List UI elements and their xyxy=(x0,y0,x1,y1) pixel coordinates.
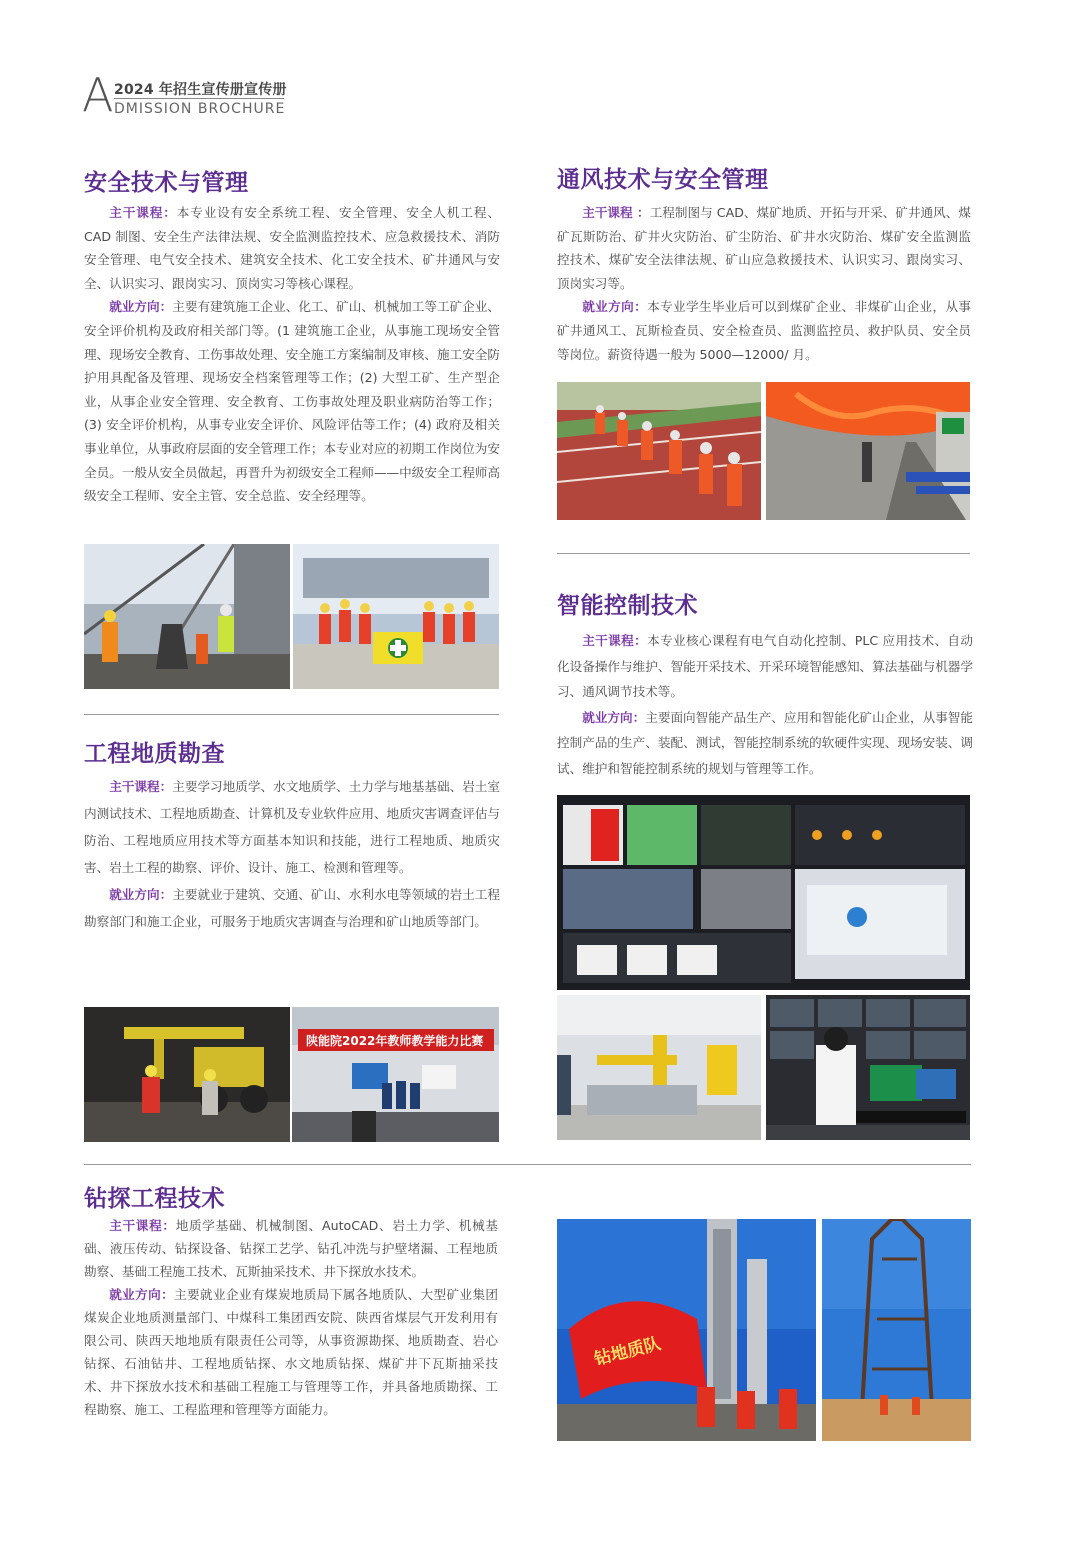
header-divider xyxy=(114,98,284,99)
photo-control-room-wall xyxy=(557,795,970,990)
section-body-safety xyxy=(84,201,500,508)
job-paragraph xyxy=(84,1283,498,1421)
course-text: 本专业核心课程有电气自动化控制、PLC 应用技术、自动化设备操作与维护、智能开采技术、开采环境智能感知、算法基础与机器学习、通风调节技术等。 xyxy=(557,633,974,699)
course-paragraph xyxy=(84,773,500,881)
photo-safety-worksite xyxy=(84,544,290,689)
photo-drilling-flag xyxy=(557,1219,816,1441)
section-title-ventilation: 通风技术与安全管理 xyxy=(557,167,769,193)
course-label: 主干课程： xyxy=(109,779,173,794)
job-text: 本专业学生毕业后可以到煤矿企业、非煤矿山企业，从事矿井通风工、瓦斯检查员、安全检查员、监测监控员、救护队员、安全员等岗位。薪资待遇一般为 5000—12000/ 月。 xyxy=(557,299,972,362)
course-paragraph xyxy=(84,201,500,295)
photo-control-robot-lab xyxy=(557,995,761,1140)
course-label: 主干课程 ： xyxy=(582,205,650,220)
photo-safety-group xyxy=(293,544,499,689)
job-paragraph xyxy=(557,295,971,366)
course-text: 本专业设有安全系统工程、安全管理、安全人机工程、CAD 制图、安全生产法律法规、安全监测监控技术、应急救援技术、消防安全管理、电气安全技术、建筑安全技术、化工安全技术、矿井通风与安全、认识实习、跟岗实习、顶岗实习等核心课程。 xyxy=(84,205,501,291)
brochure-logo-letter: A xyxy=(82,68,114,122)
section-title-drilling: 钻探工程技术 xyxy=(84,1186,225,1212)
job-label: 就业方向： xyxy=(582,709,646,725)
course-text: 地质学基础、机械制图、AutoCAD、岩土力学、机械基础、液压传动、钻探设备、钻探工艺学、钻孔冲洗与护壁堵漏、工程地质勘察、基础工程施工技术、瓦斯抽采技术、井下探放水技术。 xyxy=(84,1218,498,1279)
job-text: 主要有建筑施工企业、化工、矿山、机械加工等工矿企业、安全评价机构及政府相关部门等。(1 建筑施工企业，从事施工现场安全管理、现场安全教育、工伤事故处理、安全施工方案编制及审核、施工安全防护用具配备及管理、现场安全档案管理等工作；(2) 大型工矿、生产型企业，从事企业安全管理、安全教育、工伤事故处理及职业病防治等工作；(3) 安全评价机构，从事专业安全评价、风险评估等工作；(4) 政府及相关事业单位，从事政府层面的安全管理工作；本专业对应的初期工作岗位为安全员。一般从安全员做起，再晋升为初级安全工程师——中级安全工程师高级安全工程师、安全主管、安全总监、安全经理等。 xyxy=(84,299,501,504)
course-paragraph xyxy=(84,1214,498,1283)
drilling-flag-text: 钻地质队 xyxy=(592,1333,664,1370)
photo-geology-teaching-contest xyxy=(292,1007,499,1142)
job-text: 主要就业企业有煤炭地质局下属各地质队、大型矿业集团煤炭企业地质测量部门、中煤科工集团西安院、陕西省煤层气开发利用有限公司、陕西天地地质有限责任公司等，从事资源勘探、地质勘查、岩心钻探、石油钻井、工程地质钻探、水文地质钻探、煤矿井下瓦斯抽采技术、井下探放水技术和基础工程施工与管理等工作，并具备地质勘探、工程勘察、施工、工程监理和管理等方面能力。 xyxy=(84,1287,499,1417)
section-divider xyxy=(84,714,499,715)
section-divider xyxy=(557,553,970,554)
section-title-geology: 工程地质勘查 xyxy=(84,741,225,767)
section-title-control: 智能控制技术 xyxy=(557,593,698,619)
course-label: 主干课程： xyxy=(109,1218,176,1233)
course-paragraph xyxy=(557,201,971,295)
job-text: 主要就业于建筑、交通、矿山、水利水电等领域的岩土工程勘察部门和施工企业，可服务于地质灾害调查与治理和矿山地质等部门。 xyxy=(84,887,501,929)
course-text: 主要学习地质学、水文地质学、土力学与地基基础、岩土室内测试技术、工程地质勘查、计算机及专业软件应用、地质灾害调查评估与防治、工程地质应用技术等方面基本知识和技能，进行工程地质、地质灾害、岩土工程的勘察、评价、设计、施工、检测和管理等。 xyxy=(84,779,501,875)
section-body-drilling xyxy=(84,1214,498,1421)
job-paragraph xyxy=(557,705,973,782)
competition-banner-text: 陕能院2022年教师教学能力比赛 xyxy=(306,1034,484,1048)
brochure-title: 2024 年招生宣传册宣传册 xyxy=(114,82,287,98)
job-paragraph xyxy=(84,295,500,507)
course-text: 工程制图与 CAD、煤矿地质、开拓与开采、矿井通风、煤矿瓦斯防治、矿井火灾防治、矿尘防治、矿井水灾防治、煤矿安全监测监控技术、煤矿安全法律法规、矿山应急救援技术、认识实习、跟岗实习、顶岗实习等。 xyxy=(557,205,972,291)
course-paragraph xyxy=(557,628,973,705)
photo-ventilation-rescue-team xyxy=(557,382,761,520)
photo-drilling-rig xyxy=(822,1219,971,1441)
job-label: 就业方向： xyxy=(109,887,173,902)
section-body-ventilation xyxy=(557,201,971,366)
job-label: 就业方向： xyxy=(109,299,173,315)
course-label: 主干课程： xyxy=(109,205,177,220)
job-paragraph xyxy=(84,881,500,935)
photo-geology-mine xyxy=(84,1007,290,1142)
photo-control-monitoring xyxy=(766,995,970,1140)
job-label: 就业方向： xyxy=(582,299,648,315)
section-divider-full xyxy=(84,1164,971,1165)
section-title-safety: 安全技术与管理 xyxy=(84,170,249,196)
job-text: 主要面向智能产品生产、应用和智能化矿山企业，从事智能控制产品的生产、装配、测试，智能控制系统的软硬件实现、现场安装、调试、维护和智能控制系统的规划与管理等工作。 xyxy=(557,709,974,776)
section-body-control xyxy=(557,628,973,781)
job-label: 就业方向： xyxy=(109,1287,175,1302)
course-label: 主干课程： xyxy=(582,633,648,648)
photo-ventilation-tunnel xyxy=(766,382,970,520)
section-body-geology xyxy=(84,773,500,935)
brochure-subtitle: DMISSION BROCHURE xyxy=(114,101,286,117)
